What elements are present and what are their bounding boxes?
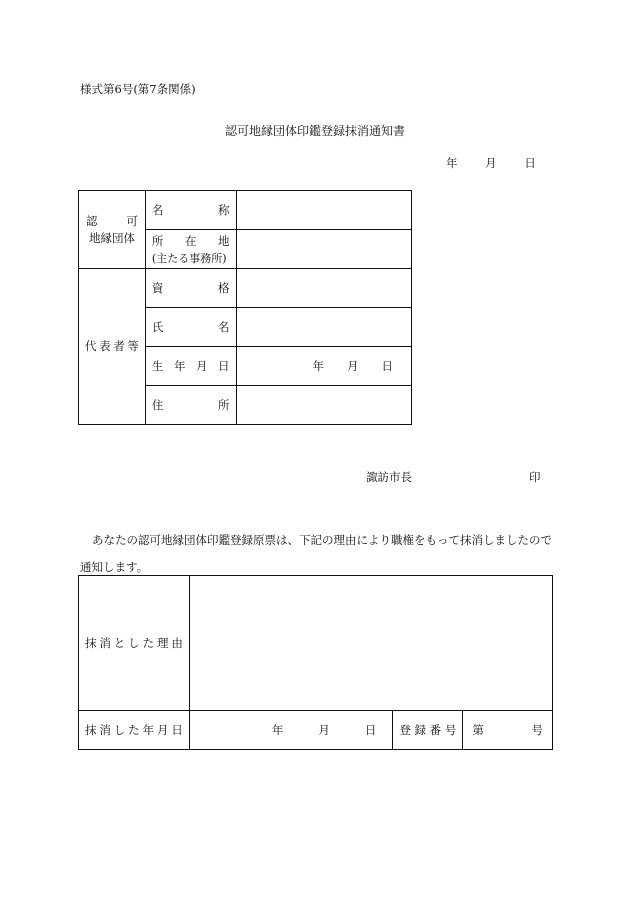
- field-cancel-date[interactable]: 年 月 日: [189, 711, 393, 750]
- field-cancel-reason[interactable]: [189, 576, 552, 711]
- label-name: 名 称: [145, 191, 236, 230]
- issue-date-year: 年: [446, 156, 458, 170]
- label-address-sub: (主たる事務所): [151, 251, 227, 265]
- field-organization-name[interactable]: [236, 191, 411, 230]
- issue-date-day: 日: [524, 156, 536, 170]
- form-code: 様式第6号(第7条関係): [80, 82, 196, 96]
- organization-table: [78, 190, 412, 425]
- field-residence[interactable]: [236, 386, 411, 425]
- field-registration-number[interactable]: 第 号: [463, 711, 553, 750]
- group-label-organization: 認 可 地縁団体: [79, 191, 146, 269]
- field-qualification[interactable]: [236, 269, 411, 308]
- issue-date: [446, 155, 536, 171]
- field-person-name[interactable]: [236, 308, 411, 347]
- field-birthdate[interactable]: 年 月 日: [236, 347, 411, 386]
- notice-body: あなたの認可地縁団体印鑑登録原票は、下記の理由により職権をもって抹消しましたので通知します。: [80, 533, 552, 574]
- label-registration-number: 登 録 番 号: [393, 711, 463, 750]
- issue-date-month: 月: [485, 156, 497, 170]
- label-cancel-reason: 抹 消 と し た 理 由: [79, 576, 190, 711]
- seal-mark: 印: [529, 470, 541, 484]
- cancellation-table: [78, 575, 553, 750]
- label-qualification: 資 格: [145, 269, 236, 308]
- label-address: 所 在 地 (主たる事務所): [145, 230, 236, 269]
- mayor-title: 諏訪市長: [366, 470, 412, 484]
- label-person-name: 氏 名: [145, 308, 236, 347]
- group-label-representative: 代 表 者 等: [79, 269, 146, 425]
- document-title: 認可地縁団体印鑑登録抹消通知書: [224, 124, 405, 138]
- label-birthdate: 生 年 月 日: [145, 347, 236, 386]
- field-organization-address[interactable]: [236, 230, 411, 269]
- label-residence: 住 所: [145, 386, 236, 425]
- label-cancel-date: 抹 消 し た 年 月 日: [79, 711, 190, 750]
